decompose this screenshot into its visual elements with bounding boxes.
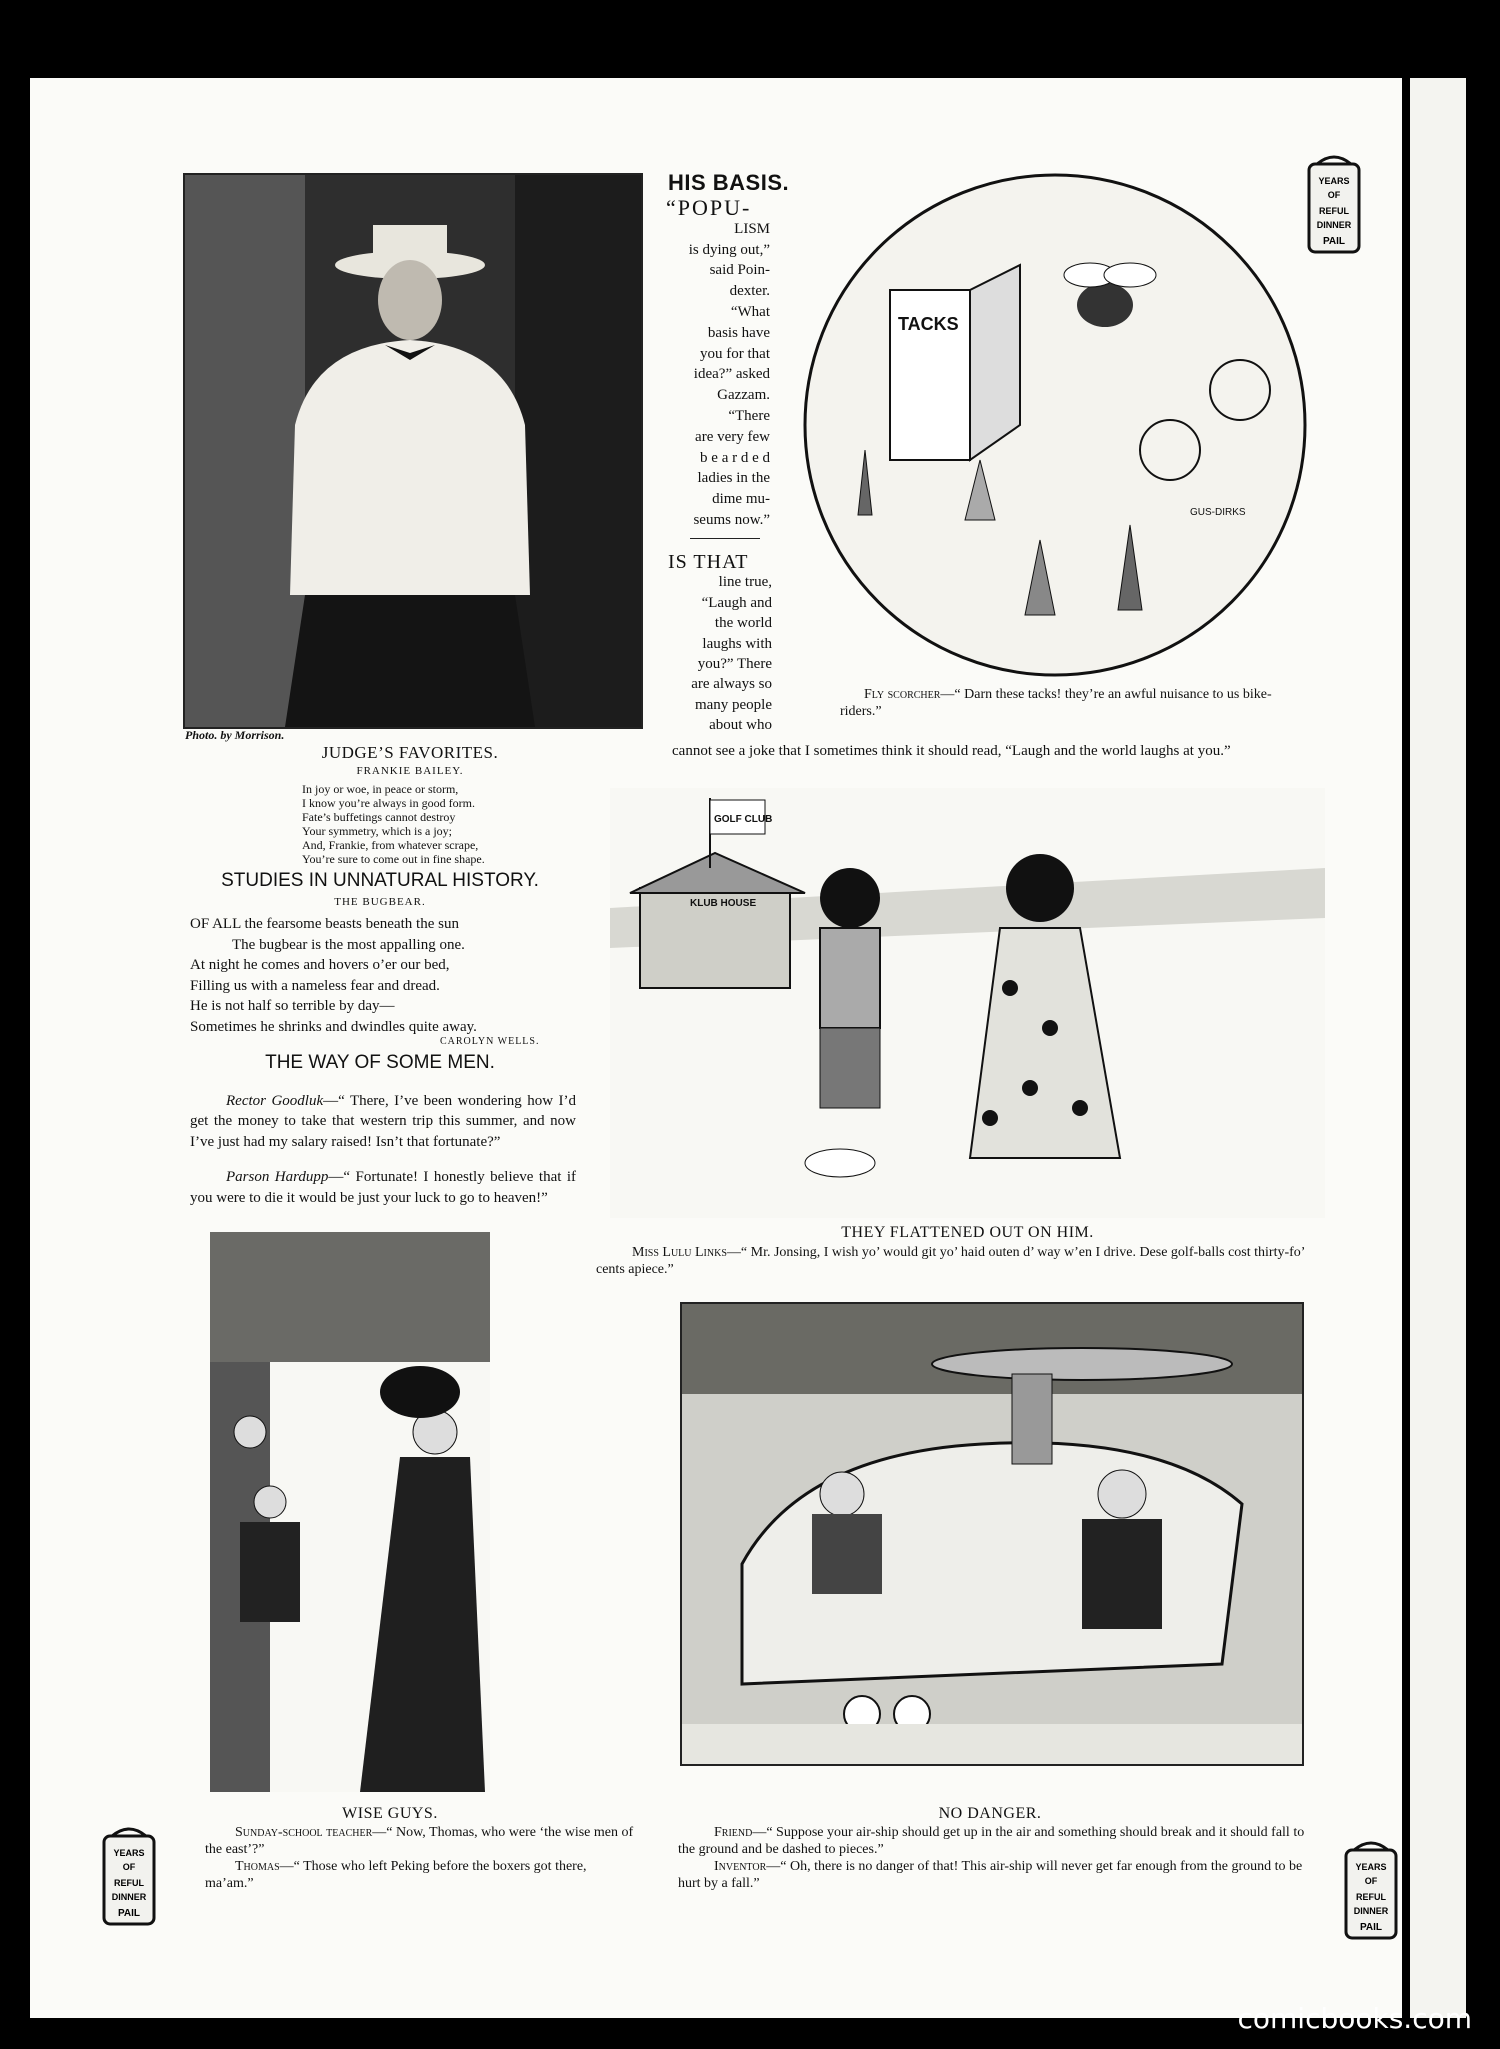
photo-credit: Photo. by Morrison.	[185, 728, 285, 742]
verse-line: I know you’re always in good form.	[302, 796, 475, 810]
text-line: you?” There	[697, 656, 772, 673]
text-line: basis have	[707, 324, 770, 341]
pail-line: REFUL	[1356, 1892, 1386, 1902]
verse-line: Your symmetry, which is a joy;	[302, 824, 452, 838]
text-line: the world	[714, 615, 772, 632]
poem-line: Sometimes he shrinks and dwindles quite away.	[190, 1018, 477, 1035]
dialogue: —“ Oh, there is no danger of that! This air-ship will never get far enough from the ground to be hurt by a fall.”	[678, 1859, 1303, 1891]
poem-line: OF ALL the fearsome beasts beneath the sun	[190, 916, 459, 932]
paragraph	[678, 1824, 1322, 1858]
pail-line: PAIL	[1322, 236, 1346, 247]
dialogue: —“ There, I’ve been wondering how I’d get the money to take that western trip this summer, and now I’ve just had my salary raised! Isn’t that fortunate?”	[190, 1093, 576, 1150]
comicbooks-watermark: comicbooks.com	[1237, 2002, 1472, 2035]
divider	[690, 538, 760, 539]
dialogue: —“ Those who left Peking before the boxers got there, ma’am.”	[205, 1859, 587, 1891]
no-danger-title: NO DANGER.	[938, 1805, 1042, 1822]
no-danger-caption	[678, 1824, 1322, 1892]
dinner-pail-ad-bottom-right	[1342, 1836, 1400, 1942]
text-line: dexter.	[729, 283, 770, 300]
is-that-text	[668, 552, 772, 736]
pail-line: YEARS	[1318, 176, 1350, 186]
speaker: Inventor	[714, 1859, 767, 1874]
text-line: “POPU-	[666, 195, 752, 220]
speaker: Sunday-school teacher	[235, 1825, 373, 1840]
poem-line: The bugbear is the most appalling one.	[232, 936, 465, 953]
text-line: “There	[728, 407, 770, 424]
speaker: Friend	[714, 1825, 753, 1840]
poem-line: Filling us with a nameless fear and dread.	[190, 977, 440, 994]
gus-dirks-signature: GUS-DIRKS	[1190, 507, 1246, 518]
text-line: ladies in the	[697, 470, 770, 487]
frankie-bailey-photo	[183, 173, 643, 729]
poem-line: He is not half so terrible by day—	[190, 998, 395, 1015]
speaker: Parson Hardupp	[226, 1169, 329, 1186]
tacks-box-label: TACKS	[898, 314, 959, 334]
pail-line: DINNER	[111, 1892, 147, 1902]
wise-guys-title: WISE GUYS.	[342, 1805, 438, 1822]
pail-line: REFUL	[1319, 206, 1349, 216]
dialogue: —“ Now, Thomas, who were ‘the wise men of the east’?”	[205, 1825, 634, 1857]
golf-club-flag: GOLF CLUB	[714, 814, 773, 825]
text-line: IS THAT	[668, 551, 749, 573]
pail-line: DINNER	[1316, 220, 1352, 230]
klub-house-sign: KLUB HOUSE	[690, 898, 757, 909]
text-line: Gazzam.	[717, 387, 770, 404]
speaker: Miss Lulu Links	[632, 1245, 727, 1260]
dialogue: —“ Fortunate! I honestly believe that if you were to die it would be just your luck to go to heaven!”	[190, 1169, 577, 1206]
text-line: laughs with	[702, 635, 772, 652]
judges-favorites-title: JUDGE’S FAVORITES.	[321, 743, 499, 762]
text-line: said Poin-	[709, 262, 770, 279]
text-line: is dying out,”	[688, 241, 770, 258]
frankie-verse	[302, 782, 602, 866]
verse-line: And, Frankie, from whatever scrape,	[302, 838, 479, 852]
dinner-pail-ad-top	[1305, 150, 1363, 256]
poem-line: At night he comes and hovers o’er our bed,	[190, 957, 450, 974]
verse-line: You’re sure to come out in fine shape.	[302, 852, 485, 866]
adjacent-page-edge	[1410, 78, 1466, 2018]
pail-line: PAIL	[1359, 1922, 1383, 1933]
pail-line: OF	[1364, 1876, 1378, 1886]
verse-line: Fate’s buffetings cannot destroy	[302, 810, 456, 824]
paragraph	[678, 1858, 1322, 1892]
bugbear-poem	[190, 914, 590, 1038]
is-that-continuation: cannot see a joke that I sometimes think it should read, “Laugh and the world laughs at you.”	[672, 743, 1231, 759]
paragraph	[205, 1858, 635, 1892]
golf-title: THEY FLATTENED OUT ON HIM.	[841, 1224, 1094, 1241]
pail-line: DINNER	[1353, 1906, 1389, 1916]
dialogue: —“ Darn these tacks! they’re an awful nuisance to us bike-riders.”	[840, 687, 1272, 719]
text-line: LISM	[734, 220, 770, 237]
text-line: idea?” asked	[693, 366, 770, 383]
studies-author: CAROLYN WELLS.	[440, 1036, 540, 1047]
his-basis-text	[666, 195, 770, 531]
text-line: b e a r d e d	[700, 449, 770, 466]
speaker: Rector Goodluk	[226, 1093, 324, 1109]
text-line: many people	[694, 696, 772, 713]
pail-line: PAIL	[117, 1908, 141, 1919]
wise-guys-illustration	[210, 1232, 490, 1792]
speaker: Thomas	[235, 1859, 280, 1874]
text-line: are very few	[695, 428, 770, 445]
way-text	[190, 1076, 576, 1223]
studies-title: STUDIES IN UNNATURAL HISTORY.	[221, 870, 539, 891]
golf-cartoon	[610, 788, 1325, 1218]
wise-guys-caption	[205, 1824, 635, 1892]
way-title: THE WAY OF SOME MEN.	[265, 1052, 495, 1073]
dinner-pail-ad-bottom-left	[100, 1822, 158, 1928]
pail-line: YEARS	[113, 1848, 145, 1858]
fly-scorcher-illustration	[800, 170, 1310, 680]
text-line: “What	[730, 303, 770, 320]
fly-scorcher-caption	[840, 686, 1310, 720]
verse-line: In joy or woe, in peace or storm,	[302, 782, 459, 796]
judges-favorites-subtitle: FRANKIE BAILEY.	[356, 765, 464, 777]
pail-line: REFUL	[114, 1878, 144, 1888]
paragraph	[190, 1091, 576, 1152]
text-line: are always so	[691, 676, 772, 693]
pail-line: OF	[122, 1862, 136, 1872]
dialogue: —“ Suppose your air-ship should get up in the air and something should break and it should fall to the ground and be dashed to pieces.”	[678, 1825, 1305, 1857]
golf-caption	[596, 1244, 1316, 1278]
air-ship-illustration	[680, 1302, 1304, 1766]
text-line: seums now.”	[693, 511, 770, 528]
paragraph	[190, 1167, 576, 1208]
text-line: dime mu-	[712, 491, 770, 508]
his-basis-heading: HIS BASIS.	[668, 170, 790, 195]
text-line: “Laugh and	[701, 594, 772, 611]
text-line: about who	[709, 717, 772, 734]
studies-subtitle: THE BUGBEAR.	[334, 896, 426, 908]
text-line: line true,	[718, 574, 772, 591]
text-line: you for that	[700, 345, 770, 362]
paragraph	[205, 1824, 635, 1858]
pail-line: OF	[1327, 190, 1341, 200]
dialogue: —“ Mr. Jonsing, I wish yo’ would git yo’ haid outen d’ way w’en I drive. Dese golf-balls cost thirty-fo’ cents apiece.”	[596, 1245, 1305, 1277]
pail-line: YEARS	[1355, 1862, 1387, 1872]
speaker: Fly scorcher	[864, 687, 941, 702]
